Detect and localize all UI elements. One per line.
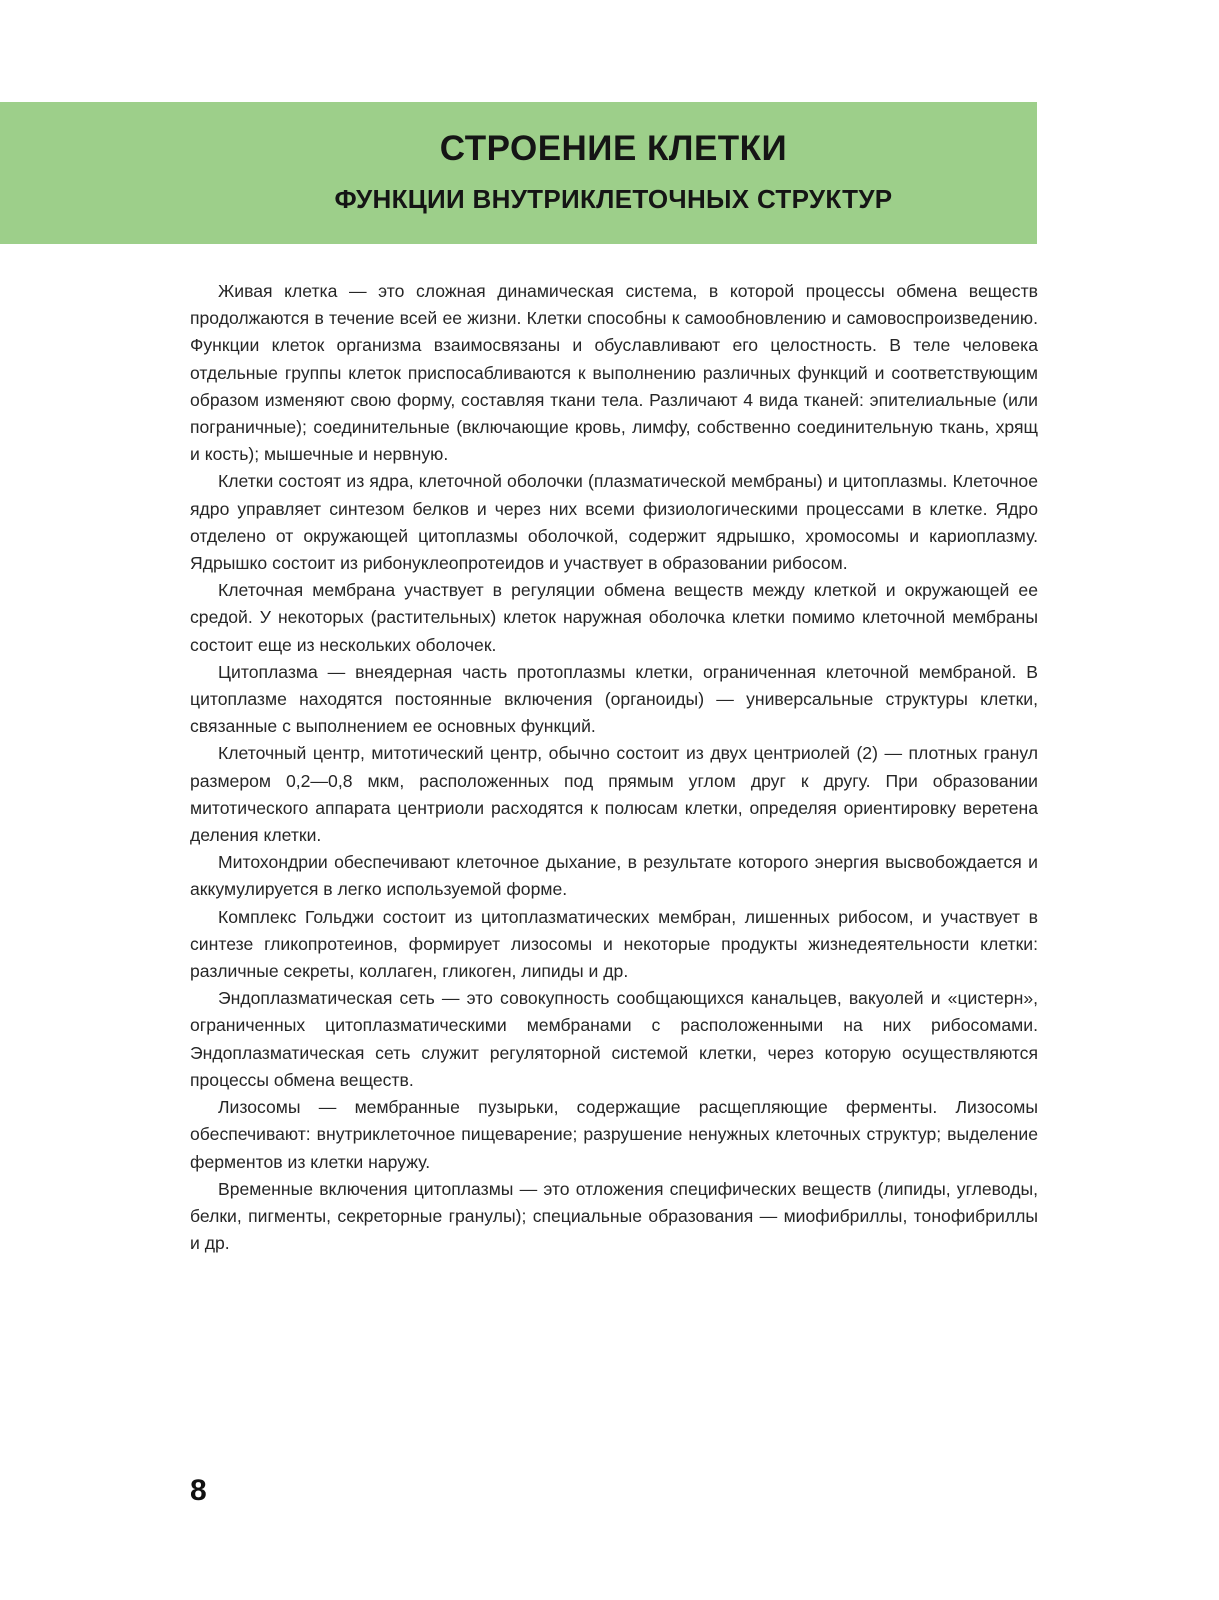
chapter-subtitle: ФУНКЦИИ ВНУТРИКЛЕТОЧНЫХ СТРУКТУР [334, 184, 893, 214]
paragraph: Клеточная мембрана участвует в регуляции обмена веществ между клеткой и окружающей ее средой. У некоторых (растительных) клеток наружная оболочка клетки помимо клеточной мембраны состоит еще из нескольких оболочек. [190, 580, 1038, 655]
page-number: 8 [190, 1474, 207, 1507]
chapter-header-band [0, 102, 1037, 244]
paragraph: Лизосомы — мембранные пузырьки, содержащие расщепляющие ферменты. Лизосомы обеспечивают: внутриклеточное пищеварение; разрушение ненужных клеточных структур; выделение ферментов из клетки наружу. [190, 1097, 1038, 1172]
paragraph: Клеточный центр, митотический центр, обычно состоит из двух центриолей (2) — плотных гранул размером 0,2—0,8 мкм, расположенных под прямым углом друг к другу. При образовании митотического аппарата центриоли расходятся к полюсам клетки, определяя ориентировку веретена деления клетки. [190, 743, 1038, 846]
chapter-title: СТРОЕНИЕ КЛЕТКИ [439, 129, 788, 168]
paragraph: Временные включения цитоплазмы — это отложения специфических веществ (липиды, углеводы, белки, пигменты, секреторные гранулы); специальные образования — миофибриллы, тонофибриллы и др. [190, 1178, 1038, 1254]
paragraph: Цитоплазма — внеядерная часть протоплазмы клетки, ограниченная клеточной мембраной. В цитоплазме находятся постоянные включения (органоиды) — универсальные структуры клетки, связанные с выполнением ее основных функций. [190, 661, 1038, 737]
paragraph: Митохондрии обеспечивают клеточное дыхание, в результате которого энергия высвобождается и аккумулируется в легко используемой форме. [190, 852, 1038, 900]
paragraph: Эндоплазматическая сеть — это совокупность сообщающихся канальцев, вакуолей и «цистерн», ограниченных цитоплазматическими мембранами с расположенными на них рибосомами. Эндоплазматическая сеть служит регуляторной системой клетки, через которую осуществляются процессы обмена веществ. [190, 988, 1038, 1090]
paragraph: Клетки состоят из ядра, клеточной оболочки (плазматической мембраны) и цитоплазмы. Клеточное ядро управляет синтезом белков и через них всеми физиологическими процессами в клетке. Ядро отделено от окружающей цитоплазмы оболочкой, содержит ядрышко, хромосомы и кариоплазму. Ядрышко состоит из рибонуклеопротеидов и участвует в образовании рибосом. [190, 471, 1038, 574]
paragraph: Живая клетка — это сложная динамическая система, в которой процессы обмена веществ продолжаются в течение всей ее жизни. Клетки способны к самообновлению и самовоспроизведению. Функции клеток организма взаимосвязаны и обуславливают его целостность. В теле человека отдельные группы клеток приспосабливаются к выполнению различных функций и соответствующим образом изменяют свою форму, составляя ткани тела. Различают 4 вида тканей: эпителиальные (или пограничные); соединительные (включающие кровь, лимфу, собственно соединительную ткань, хрящ и кость); мышечные и нервную. [190, 281, 1038, 465]
paragraph: Комплекс Гольджи состоит из цитоплазматических мембран, лишенных рибосом, и участвует в синтезе гликопротеинов, формирует лизосомы и некоторые продукты жизнедеятельности клетки: различные секреты, коллаген, гликоген, липиды и др. [190, 906, 1038, 982]
body-text [190, 278, 1038, 1257]
